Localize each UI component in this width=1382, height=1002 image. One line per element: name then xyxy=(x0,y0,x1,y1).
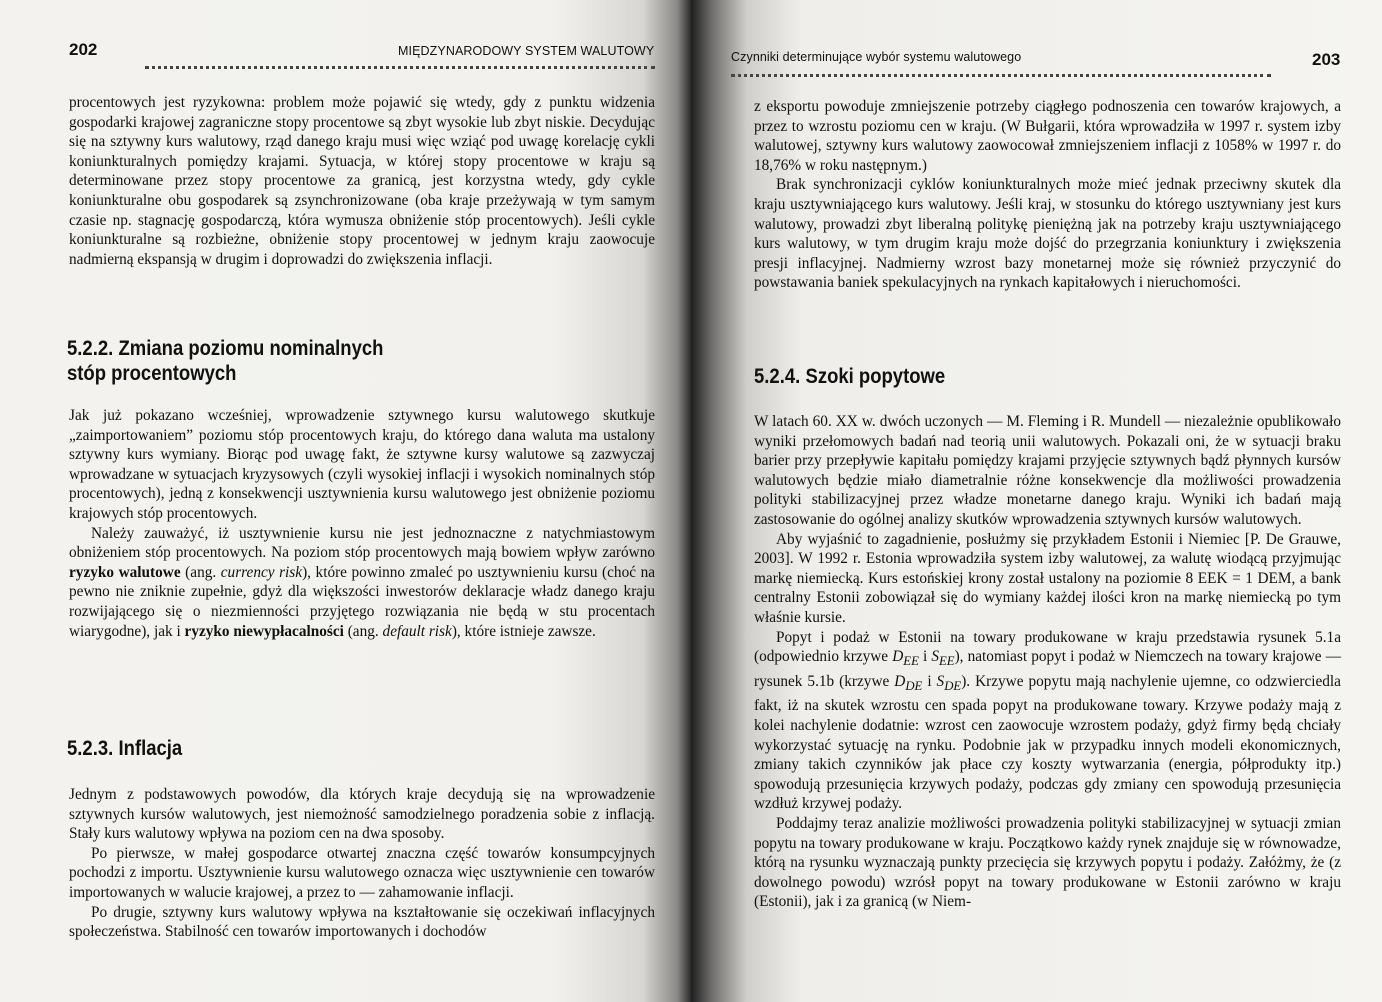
section-title: Szoki popytowe xyxy=(805,365,946,388)
curve-symbol: $S_{DE}$ xyxy=(936,672,962,693)
header-dotted-rule xyxy=(731,72,1271,77)
page-number: 202 xyxy=(69,40,98,59)
curve-symbol: $S_{EE}$ xyxy=(931,648,955,669)
section-5-2-4-body xyxy=(754,412,1341,912)
running-head: Czynniki determinujące wybór systemu walutowego xyxy=(731,50,1022,64)
paragraph: Popyt i podaż w Estonii na towary produkowane w kraju przedstawia rysunek 5.1a (odpowiednio krzywe $D_{EE}$ i $S_{EE}$), natomiast popyt i podaż w Niemczech na towary krajowe — rysunek 5.1b (krzywe $D_{DE}$ i $S_{DE}$). Krzywe popytu mają nachylenie ujemne, co odzwierciedla fakt, iż na skutek wzrostu cen spada popyt na produkowane towary. Krzywe podaży mają z kolei nachylenie dodatnie: wzrost cen zaowocuje wzrostem podaży, gdyż firmy będą chciały wykorzystać sytuację na rynku. Podobnie jak w przypadku innych modeli ekonomicznych, zmiany takich czynników jak płace czy koszty wytwarzania (energia, półprodukty itp.) spowodują przesunięcia krzywych podaży, podczas gdy zmiany cen spowodują przesunięcia wzdłuż krzywej podaży. xyxy=(754,628,1342,813)
intro-paragraph xyxy=(69,93,655,269)
bold-term: ryzyko niewypłacalności xyxy=(184,622,344,640)
right-page xyxy=(691,0,1382,1002)
paragraph: Po pierwsze, w małej gospodarce otwartej znaczna część towarów konsumpcyjnych pochodzi z importu. Usztywnienie kursu walutowego oznacza więc usztywnienie cen towarów importowanych w walucie krajowej, a przez to — zahamowanie inflacji. xyxy=(69,844,655,901)
running-head: MIĘDZYNARODOWY SYSTEM WALUTOWY xyxy=(398,44,655,58)
bold-term: ryzyko walutowe xyxy=(69,563,181,581)
intro-paragraphs xyxy=(754,97,1341,293)
paragraph: procentowych jest ryzykowna: problem może pojawić się wtedy, gdy z punktu widzenia gospodarki krajowej zagraniczne stopy procentowe są zbyt wysokie lub zbyt niskie. Decydując się na sztywny kurs walutowy, rząd danego kraju musi więc wziąć pod uwagę korelację cykli koniunkturalnych pomiędzy krajami. Sytuacja, w której stopy procentowe w kraju są determinowane przez stopy procentowe za granicą, jest korzystna wtedy, gdy cykle koniunkturalne obu gospodarek są zsynchronizowane (oba kraje przeżywają w tym samym czasie np. stagnację gospodarczą, która wymusza obniżenie stóp procentowych). Jeśli cykle koniunkturalne są rozbieżne, obniżenie stopy procentowej w jednym kraju zaowocuje nadmierną ekspansją w drugim i doprowadzi do zwiększenia inflacji. xyxy=(69,94,655,268)
section-number: 5.2.3. xyxy=(67,737,114,760)
section-number: 5.2.2. xyxy=(67,337,114,360)
curve-symbol: $D_{EE}$ xyxy=(892,648,919,669)
italic-term: currency risk xyxy=(220,563,303,581)
section-heading-5-2-3 xyxy=(67,736,331,761)
section-number: 5.2.4. xyxy=(754,365,801,388)
section-heading-5-2-2 xyxy=(67,336,437,386)
paragraph: z eksportu powoduje zmniejszenie potrzeby ciągłego podnoszenia cen towarów krajowych, a przez to wzrostu poziomu cen w kraju. (W Bułgarii, która wprowadziła w 1997 r. system izby walutowej, sztywny kurs walutowy zaowocował zmniejszeniem inflacji z 1058% w 1997 r. do 18,76% w roku następnym.) xyxy=(754,98,1341,174)
section-5-2-3-body xyxy=(69,785,655,942)
page-number: 203 xyxy=(1312,50,1341,69)
italic-term: default risk xyxy=(382,622,452,640)
header-dotted-rule xyxy=(145,64,655,69)
paragraph: Należy zauważyć, iż usztywnienie kursu nie jest jednoznaczne z natychmiastowym obniżeniem stóp procentowych. Na poziom stóp procentowych mają bowiem wpływ zarówno ryzyko walutowe (ang. currency risk), które powinno zmaleć po usztywnieniu kursu (choć na pewno nie zniknie zupełnie, gdyż dla większości inwestorów deklaracje władz danego kraju rozwijającego się o niezmienności przyjętego rozwiązania nie będą w stu procentach wiarygodne), jak i ryzyko niewypłacalności (ang. default risk), które istnieje zawsze. xyxy=(69,524,656,640)
paragraph: Jak już pokazano wcześniej, wprowadzenie sztywnego kursu walutowego skutkuje „zaimportowaniem” poziomu stóp procentowych kraju, do którego dana waluta ma ustalony sztywny kurs wymiany. Biorąc pod uwagę fakt, że sztywne kursy walutowe są zazwyczaj wprowadzane w sytuacjach kryzysowych (czyli wysokiej inflacji i wysokich nominalnych stóp procentowych), jedną z konsekwencji usztywnienia kursu walutowego jest obniżenie poziomu krajowych stóp procentowych. xyxy=(69,407,655,522)
paragraph: Aby wyjaśnić to zagadnienie, posłużmy się przykładem Estonii i Niemiec [P. De Grauwe, 2003]. W 1992 r. Estonia wprowadziła system izby walutowej, za walutę wiodącą przyjmując markę niemiecką. Kurs estońskiej krony został ustalony na poziomie 8 EEK = 1 DEM, a bank centralny Estonii zobowiązał się do wymiany każdej ilości kron na markę niemiecką po tym właśnie kursie. xyxy=(754,530,1341,626)
paragraph: Brak synchronizacji cyklów koniunkturalnych może mieć jednak przeciwny skutek dla kraju usztywniającego kurs walutowy. Jeśli kraj, w stosunku do którego usztywniany jest kurs walutowy, prowadzi zbyt liberalną politykę pieniężną jak na potrzeby kraju usztywniającego kurs walutowy, w tym drugim kraju może dojść do przegrzania koniunktury i zwiększenia presji inflacyjnej. Nadmierny wzrost bazy monetarnej może się również przyczynić do powstawania baniek spekulacyjnych na rynkach kapitałowych i nieruchomości. xyxy=(754,176,1341,292)
paragraph: Jednym z podstawowych powodów, dla których kraje decydują się na wprowadzenie sztywnych kursów walutowych, jest niemożność samodzielnego poradzenia sobie z inflacją. Stały kurs walutowy wpływa na poziom cen na dwa sposoby. xyxy=(69,786,655,843)
section-title-line1: Zmiana poziomu nominalnych xyxy=(118,337,384,360)
paragraph: Poddajmy teraz analizie możliwości prowadzenia polityki stabilizacyjnej w sytuacji zmian popytu na towary produkowane w kraju. Początkowo każdy rynek znajduje się w równowadze, którą na rysunku wyznaczają punkty przecięcia się krzywych popytu i podaży. Załóżmy, że (z dowolnego powodu) wzrósł popyt na towary produkowane w Estonii zarówno w kraju (Estonii), jak i za granicą (w Niem- xyxy=(754,814,1341,911)
section-heading-5-2-4 xyxy=(754,364,1018,389)
paragraph: Po drugie, sztywny kurs walutowy wpływa na kształtowanie się oczekiwań inflacyjnych społeczeństwa. Stabilność cen towarów importowanych i dochodów xyxy=(69,903,655,941)
section-title: Inflacja xyxy=(118,737,183,760)
curve-symbol: $D_{DE}$ xyxy=(894,672,923,693)
section-title-line2: stóp procentowych xyxy=(67,362,237,385)
section-5-2-2-body xyxy=(69,406,655,641)
paragraph: W latach 60. XX w. dwóch uczonych — M. Fleming i R. Mundell — niezależnie opublikowało wyniki przełomowych badań nad teorią unii walutowych. Pokazali oni, że w sytuacji braku barier przy przepływie kapitału pomiędzy krajami przyjęcie sztywnych bądź płynnych kursów walutowych będzie miało diametralnie różne konsekwencje dla możliwości prowadzenia polityki stabilizacyjnej przez władze monetarne danego kraju. Wyniki ich badań mają zastosowanie do ogólnej analizy skutków wprowadzenia sztywnych kursów walutowych. xyxy=(754,413,1341,528)
